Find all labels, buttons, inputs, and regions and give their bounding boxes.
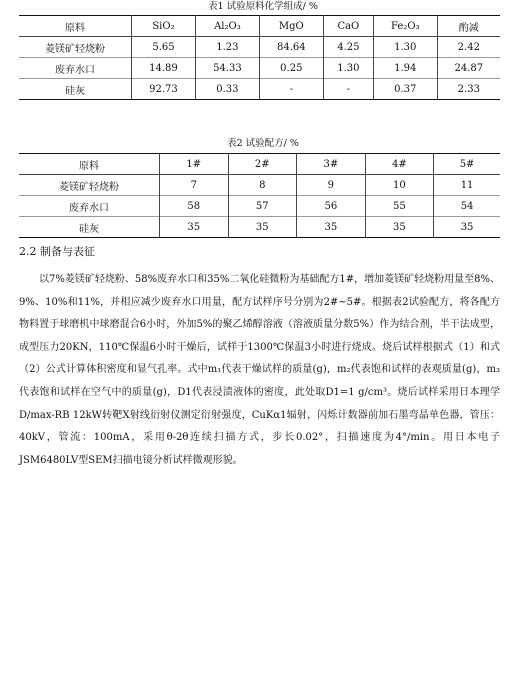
table1-cell: 废弃水口 <box>19 58 132 79</box>
table2-cell: 35 <box>228 217 297 238</box>
table2-header-cell: 3# <box>297 154 366 175</box>
table2-cell: 58 <box>160 196 229 217</box>
table2-header-cell: 原料 <box>19 154 160 175</box>
table2-cell: 35 <box>297 217 366 238</box>
table2-cell: 7 <box>160 175 229 196</box>
table1-cell: - <box>323 79 373 100</box>
table1-cell: 1.23 <box>195 37 259 58</box>
table1-cell: 2.33 <box>437 79 500 100</box>
table1-cell: 0.37 <box>373 79 437 100</box>
table1-cell: 2.42 <box>437 37 500 58</box>
table2-header-cell: 4# <box>365 154 434 175</box>
table2-cell: 35 <box>365 217 434 238</box>
table1-header-cell: MgO <box>259 16 323 37</box>
table2-header-cell: 5# <box>434 154 500 175</box>
table1-cell: 0.33 <box>195 79 259 100</box>
table1-header-cell: Fe₂O₃ <box>373 16 437 37</box>
table2-cell: 9 <box>297 175 366 196</box>
table1-cell: 1.30 <box>323 58 373 79</box>
table-row <box>19 37 500 58</box>
table2-cell: 8 <box>228 175 297 196</box>
table1-cell: 硅灰 <box>19 79 132 100</box>
table2-cell: 菱镁矿轻烧粉 <box>19 175 160 196</box>
body-text <box>19 269 500 472</box>
table1-header-cell: 酌减 <box>437 16 500 37</box>
body-paragraph: 以7%菱镁矿轻烧粉、58%废弃水口和35%二氧化硅微粉为基础配方1#，增加菱镁矿轻烧粉用量至8%、9%、10%和11%，并相应减少废弃水口用量，配方试样序号分别为2#~5#。根据表2试验配方，将各配方物料置于球磨机中球磨混合6小时，外加5%的聚乙烯醇溶液（溶液质量分数5%）作为结合剂，半干法成型，成型压力20KN，110℃保温6小时干燥后，试样于1300℃保温3小时进行烧成。烧后试样根据式（1）和式（2）公式计算体积密度和显气孔率。式中m₁代表干燥试样的质量(g)，m₂代表饱和试样的表观质量(g)，m₃代表饱和试样在空气中的质量(g)，D1代表浸渍液体的密度，此处取D1=1 g/cm³。烧后试样采用日本理学D/max-RB 12kW转靶X射线衍射仪测定衍射强度，CuKα1辐射，闪烁计数器前加石墨弯晶单色器，管压：40kV，管流：100mA，采用θ-2θ连续扫描方式，步长0.02°，扫描速度为4°/min。用日本电子JSM6480LV型SEM扫描电镜分析试样微观形貌。 <box>19 274 500 466</box>
table2-cell: 57 <box>228 196 297 217</box>
table1-cell: 0.25 <box>259 58 323 79</box>
table-row <box>19 79 500 100</box>
table1-cell: 14.89 <box>132 58 196 79</box>
table2-cell: 废弃水口 <box>19 196 160 217</box>
table1-header-cell: Al₂O₃ <box>195 16 259 37</box>
table2-cell: 硅灰 <box>19 217 160 238</box>
table1-header-cell: SiO₂ <box>132 16 196 37</box>
table1-cell: 54.33 <box>195 58 259 79</box>
table1-chemical-composition <box>19 15 500 100</box>
table1-cell: 92.73 <box>132 79 196 100</box>
table2-cell: 35 <box>434 217 500 238</box>
table-row <box>19 58 500 79</box>
table2-cell: 56 <box>297 196 366 217</box>
table-row <box>19 217 500 238</box>
table2-cell: 11 <box>434 175 500 196</box>
table1-cell: 1.30 <box>373 37 437 58</box>
table-row <box>19 196 500 217</box>
table2-cell: 35 <box>160 217 229 238</box>
table1-caption: 表1 试验原料化学组成/ % <box>208 1 318 12</box>
table-row <box>19 175 500 196</box>
table1-header-cell: CaO <box>323 16 373 37</box>
table1-cell: - <box>259 79 323 100</box>
table1-cell: 1.94 <box>373 58 437 79</box>
table1-cell: 84.64 <box>259 37 323 58</box>
table1-cell: 菱镁矿轻烧粉 <box>19 37 132 58</box>
table2-cell: 55 <box>365 196 434 217</box>
table1-header-cell: 原料 <box>19 16 132 37</box>
table2-header-cell: 1# <box>160 154 229 175</box>
table2-caption: 表2 试验配方/ % <box>227 138 299 149</box>
table1-cell: 4.25 <box>323 37 373 58</box>
table1-cell: 5.65 <box>132 37 196 58</box>
table2-header-cell: 2# <box>228 154 297 175</box>
section-heading: 2.2 制备与表征 <box>19 245 95 258</box>
table2-cell: 54 <box>434 196 500 217</box>
table2-cell: 10 <box>365 175 434 196</box>
table1-cell: 24.87 <box>437 58 500 79</box>
table2-test-formulas <box>19 153 500 238</box>
